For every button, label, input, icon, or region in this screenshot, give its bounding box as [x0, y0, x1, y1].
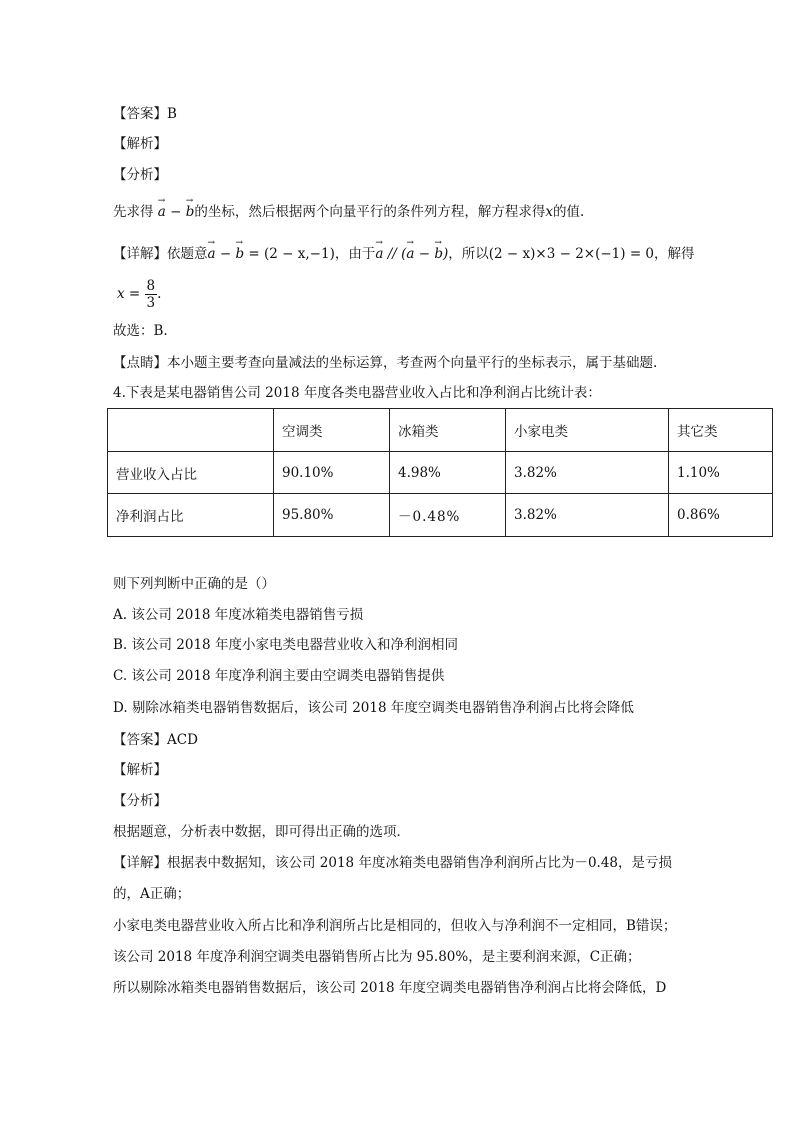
q4-detail-line: 【详解】根据表中数据知，该公司 2018 年度冰箱类电器销售净利润所占比为－0.48，是亏损 — [113, 855, 672, 871]
table-cell: 4.98% — [390, 452, 506, 494]
fenxi-text-mid: 的坐标，然后根据两个向量平行的条件列方程，解方程求得 — [194, 204, 546, 220]
q4-fenxi-heading: 【分析】 — [113, 793, 167, 809]
table-cell: 营业收入占比 — [108, 452, 274, 494]
q4-detail-line: 所以剔除冰箱类电器销售数据后，该公司 2018 年度空调类电器销售净利润占比将会降低，D — [113, 980, 667, 996]
table-cell: 1.10% — [669, 452, 773, 494]
table-cell: 3.82% — [506, 494, 669, 537]
option-a: A. 该公司 2018 年度冰箱类电器销售亏损 — [113, 607, 364, 623]
analysis-heading: 【解析】 — [113, 136, 167, 152]
table-header-cell: 其它类 — [669, 409, 773, 452]
table-cell: 3.82% — [506, 452, 669, 494]
fenxi-text-pre: 先求得 — [113, 204, 154, 220]
fenxi-var: x — [545, 204, 554, 220]
table-row — [108, 494, 773, 537]
detail-mid2: ，所以 — [448, 246, 489, 262]
q4-question: 则下列判断中正确的是（） — [113, 576, 275, 592]
detail-end: ，解得 — [654, 246, 695, 262]
fenxi-heading: 【分析】 — [113, 167, 167, 183]
table-cell: 95.80% — [274, 494, 390, 537]
table-row — [108, 452, 773, 494]
q4-analysis-heading: 【解析】 — [113, 762, 167, 778]
result-formula — [117, 278, 161, 311]
table-header-cell: 冰箱类 — [390, 409, 506, 452]
detail-label: 【详解】依题意 — [113, 246, 208, 262]
result-fraction — [145, 278, 158, 311]
option-b: B. 该公司 2018 年度小家电类电器营业收入和净利润相同 — [113, 637, 458, 653]
detail-mid1: ，由于 — [334, 246, 376, 262]
q4-fenxi-text: 根据题意，分析表中数据，即可得出正确的选项． — [113, 824, 410, 840]
table-header-cell: 小家电类 — [506, 409, 669, 452]
table-header-cell — [108, 409, 274, 452]
table-header-row — [108, 409, 773, 452]
fenxi-text-end: 的值. — [553, 204, 585, 220]
vector-diff-expr: → a − → b — [154, 204, 195, 220]
q4-detail-line: 的，A正确； — [113, 886, 191, 902]
table-cell: －0.48% — [390, 494, 506, 537]
q4-stem: 4.下表是某电器销售公司 2018 年度各类电器营业收入占比和净利润占比统计表： — [113, 385, 601, 401]
table-cell: 90.10% — [274, 452, 390, 494]
parallel-condition: → a // (→ a − → b) — [375, 246, 448, 262]
detail-expr1: = (2 − x,−1) — [248, 246, 335, 262]
answer-line: 【答案】B — [113, 106, 177, 122]
option-d: D. 剔除冰箱类电器销售数据后，该公司 2018 年度空调类电器销售净利润占比将会降低 — [113, 700, 634, 716]
table-cell: 净利润占比 — [108, 494, 274, 537]
table-header-cell: 空调类 — [274, 409, 390, 452]
table-cell: 0.86% — [669, 494, 773, 537]
detail-expr2: (2 − x)×3 − 2×(−1) = 0 — [488, 246, 655, 262]
result-lhs: x = — [117, 286, 141, 302]
q4-detail-line: 小家电类电器营业收入所占比和净利润所占比是相同的，但收入与净利润不一定相同，B错误； — [113, 918, 677, 934]
choice-line: 故选：B. — [113, 323, 168, 339]
stats-table — [107, 408, 773, 537]
result-tail: . — [157, 286, 162, 302]
comment-line: 【点睛】本小题主要考查向量减法的坐标运算，考查两个向量平行的坐标表示，属于基础题. — [113, 355, 658, 371]
option-c: C. 该公司 2018 年度净利润主要由空调类电器销售提供 — [113, 668, 445, 684]
detail-vector-diff: → a − → b — [208, 246, 249, 262]
fraction-denominator: 3 — [146, 295, 156, 311]
q4-answer: 【答案】ACD — [113, 732, 198, 748]
q4-detail-line: 该公司 2018 年度净利润空调类电器销售所占比为 95.80%，是主要利润来源，C正确； — [113, 949, 641, 965]
fraction-numerator: 8 — [146, 278, 156, 294]
fenxi-text — [113, 202, 584, 222]
detail-text — [113, 244, 695, 264]
